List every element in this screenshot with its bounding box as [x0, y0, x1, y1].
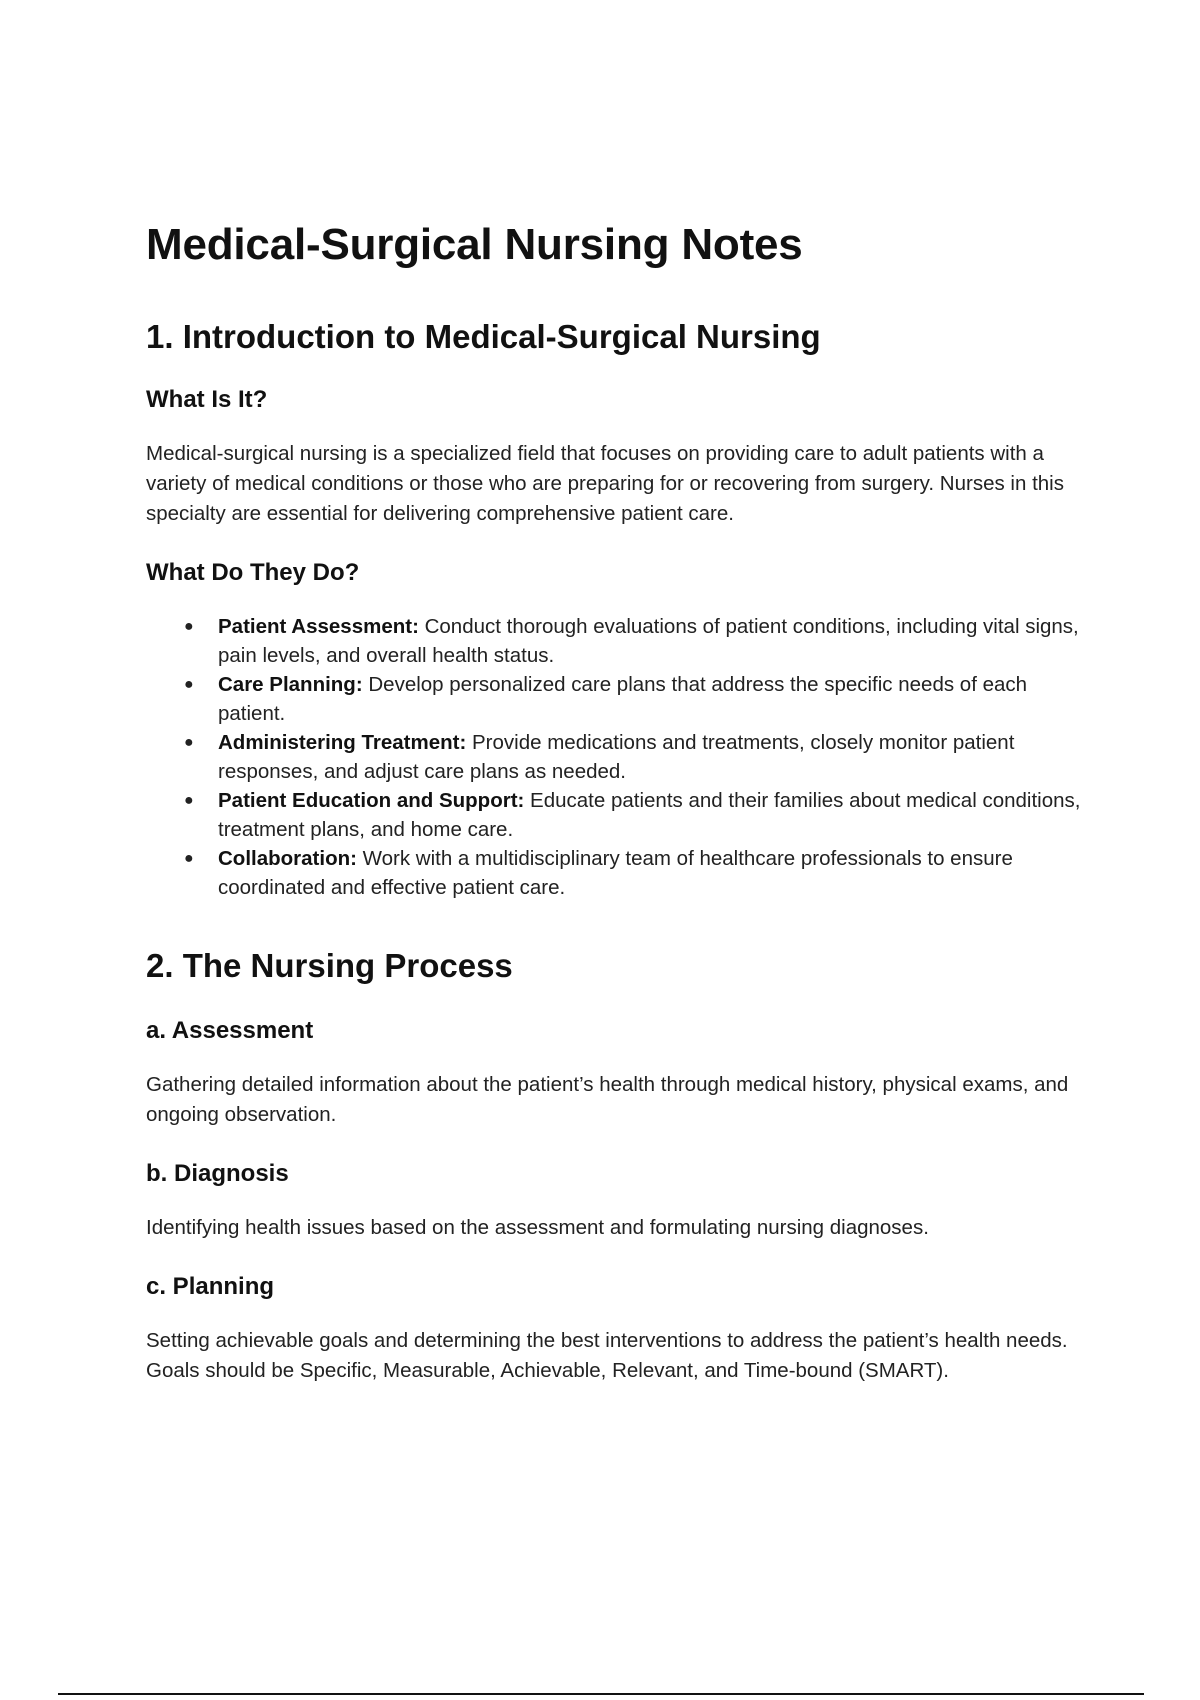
section-nursing-process [146, 946, 1091, 1386]
bullet-icon: ● [184, 617, 194, 635]
bullet-icon: ● [184, 849, 194, 867]
list-item-text: Develop personalized care plans that address the specific needs of each patient. [218, 672, 1028, 725]
list-item-term: Collaboration: [218, 846, 357, 870]
list-item-text: Work with a multidisciplinary team of healthcare professionals to ensure coordinated and effective patient care. [218, 846, 1013, 899]
list-item [146, 786, 1091, 844]
list-item-text: Provide medications and treatments, closely monitor patient responses, and adjust care plans as needed. [218, 730, 1015, 783]
page-bottom-divider [58, 1693, 1144, 1695]
list-item [146, 670, 1091, 728]
list-item-term: Patient Assessment: [218, 614, 419, 638]
list-item [146, 612, 1091, 670]
list-item-term: Administering Treatment: [218, 730, 467, 754]
list-item-term: Care Planning: [218, 672, 363, 696]
paragraph-what-is-it: Medical-surgical nursing is a specialized field that focuses on providing care to adult patients with a variety of medical conditions or those who are preparing for or recovering from surgery. Nurses in this specialty are essential for delivering comprehensive patient care. [146, 441, 1064, 525]
duties-list [146, 612, 1091, 902]
subheading-diagnosis: b. Diagnosis [146, 1160, 289, 1188]
paragraph-assessment: Gathering detailed information about the patient’s health through medical history, physical exams, and ongoing observation. [146, 1073, 1069, 1127]
bullet-icon: ● [184, 733, 194, 751]
list-item-text: Educate patients and their families about medical conditions, treatment plans, and home care. [218, 788, 1081, 841]
section-heading-introduction: 1. Introduction to Medical-Surgical Nursing [146, 317, 821, 355]
list-item-term: Patient Education and Support: [218, 788, 525, 812]
list-item [146, 728, 1091, 786]
subheading-planning: c. Planning [146, 1272, 275, 1300]
bullet-icon: ● [184, 675, 194, 693]
section-introduction [146, 317, 1091, 902]
paragraph-planning: Setting achievable goals and determining the best interventions to address the patient’s health needs. Goals should be Specific, Measurable, Achievable, Relevant, and Time-bound (SMART). [146, 1328, 1068, 1382]
subheading-what-is-it: What Is It? [146, 386, 268, 414]
bullet-icon: ● [184, 791, 194, 809]
paragraph-diagnosis: Identifying health issues based on the assessment and formulating nursing diagnoses. [146, 1215, 929, 1239]
list-item-text: Conduct thorough evaluations of patient conditions, including vital signs, pain levels, and overall health status. [218, 614, 1079, 667]
page-title: Medical-Surgical Nursing Notes [146, 220, 803, 269]
subheading-what-do-they-do: What Do They Do? [146, 558, 360, 586]
section-heading-nursing-process: 2. The Nursing Process [146, 946, 513, 984]
subheading-assessment: a. Assessment [146, 1017, 314, 1045]
document-page [146, 220, 1091, 1416]
list-item [146, 844, 1091, 902]
